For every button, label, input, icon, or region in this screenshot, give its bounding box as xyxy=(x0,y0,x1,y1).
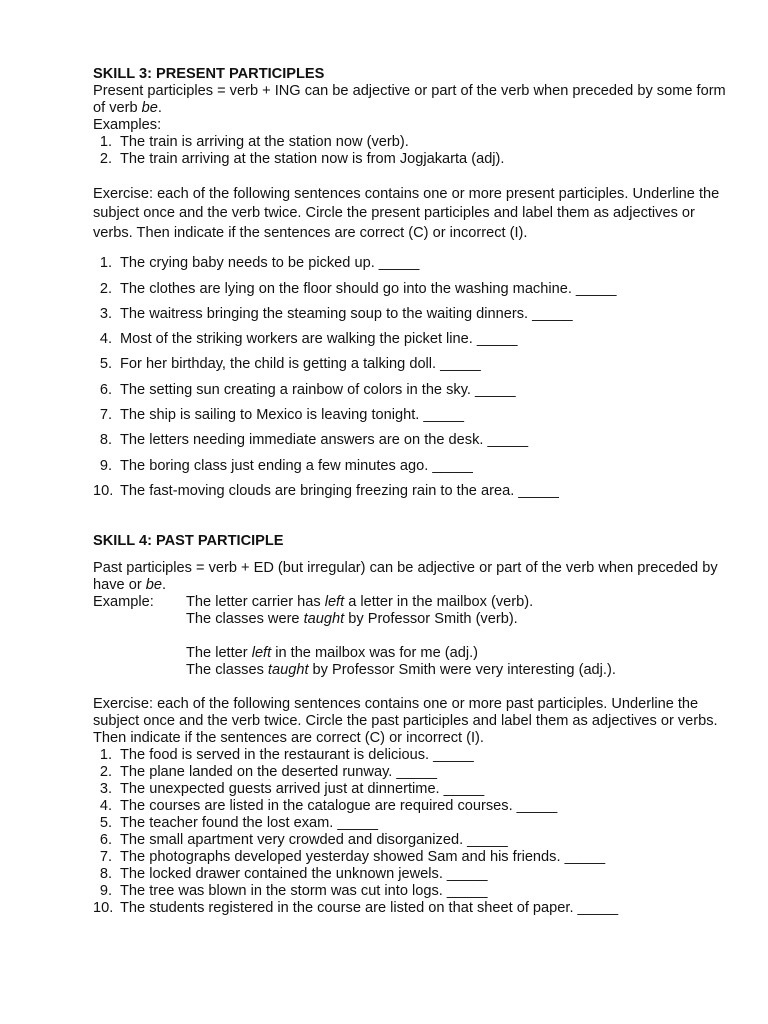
skill4-example-4: The classes taught by Professor Smith were very interesting (adj.). xyxy=(186,662,616,679)
list-item: 1. The food is served in the restaurant is delicious. _____ xyxy=(99,747,474,764)
list-item: 10. The students registered in the course are listed on that sheet of paper. _____ xyxy=(93,900,619,917)
skill4-example-label: Example: xyxy=(93,594,154,611)
list-item: 9. The tree was blown in the storm was cut into logs. _____ xyxy=(99,883,488,900)
skill4-example-3: The letter left in the mailbox was for me (adj.) xyxy=(186,645,478,662)
list-item: 2. The clothes are lying on the floor should go into the washing machine. _____ xyxy=(99,280,617,297)
skill4-example-2: The classes were taught by Professor Smith (verb). xyxy=(186,611,518,628)
skill3-examples-label: Examples: xyxy=(93,117,162,133)
list-item: 8. The letters needing immediate answers are on the desk. _____ xyxy=(99,432,529,449)
list-item: 2. The plane landed on the deserted runway. _____ xyxy=(99,764,437,781)
list-item: 4. The courses are listed in the catalogue are required courses. _____ xyxy=(99,798,558,815)
skill4-example-1: Example: The letter carrier has left a letter in the mailbox (verb). xyxy=(93,594,534,611)
list-item: 3. The unexpected guests arrived just at dinnertime. _____ xyxy=(99,781,485,798)
document-page xyxy=(93,66,733,917)
skill3-title: SKILL 3: PRESENT PARTICIPLES xyxy=(93,66,325,82)
list-item: 4. Most of the striking workers are walking the picket line. _____ xyxy=(99,331,518,348)
list-item: 5. For her birthday, the child is getting a talking doll. _____ xyxy=(99,356,481,373)
list-item: 2. The train arriving at the station now is from Jogjakarta (adj). xyxy=(99,151,505,167)
skill3-intro: Present participles = verb + ING can be adjective or part of the verb when preceded by some form of verb be. xyxy=(93,83,726,116)
list-item: 8. The locked drawer contained the unknown jewels. _____ xyxy=(99,866,488,883)
list-item: 9. The boring class just ending a few minutes ago. _____ xyxy=(99,457,473,474)
list-item: 6. The small apartment very crowded and disorganized. _____ xyxy=(99,832,508,849)
list-item: 7. The photographs developed yesterday showed Sam and his friends. _____ xyxy=(99,849,606,866)
skill3-exercise-list xyxy=(93,255,733,508)
list-item: 1. The crying baby needs to be picked up. _____ xyxy=(99,255,420,272)
list-item: 7. The ship is sailing to Mexico is leaving tonight. _____ xyxy=(99,407,464,423)
skill4-title: SKILL 4: PAST PARTICIPLE xyxy=(93,533,284,550)
list-item: 6. The setting sun creating a rainbow of colors in the sky. _____ xyxy=(99,381,516,398)
list-item: 10. The fast-moving clouds are bringing freezing rain to the area. _____ xyxy=(93,482,559,499)
skill3-examples-list xyxy=(93,134,733,168)
list-item: 3. The waitress bringing the steaming soup to the waiting dinners. _____ xyxy=(99,305,573,322)
skill3-exercise-instructions: Exercise: each of the following sentences contains one or more present participles. Underline the subject once and the verb twice. Circle the present participles and label them as adjectives or verbs. Then indicate if the sentences are correct (C) or incorrect (I). xyxy=(93,186,720,241)
list-item: 1. The train is arriving at the station now (verb). xyxy=(99,134,409,150)
list-item: 5. The teacher found the lost exam. _____ xyxy=(99,815,378,832)
skill4-exercise-instructions: Exercise: each of the following sentences contains one or more past participles. Underline the subject once and the verb twice. Circle the past participles and label them as adjectives or verbs. Then indicate if the sentences are correct (C) or incorrect (I). xyxy=(93,696,718,747)
skill4-exercise-list xyxy=(93,747,733,917)
skill4-intro: Past participles = verb + ED (but irregular) can be adjective or part of the verb when preceded by have or be. xyxy=(93,560,718,594)
